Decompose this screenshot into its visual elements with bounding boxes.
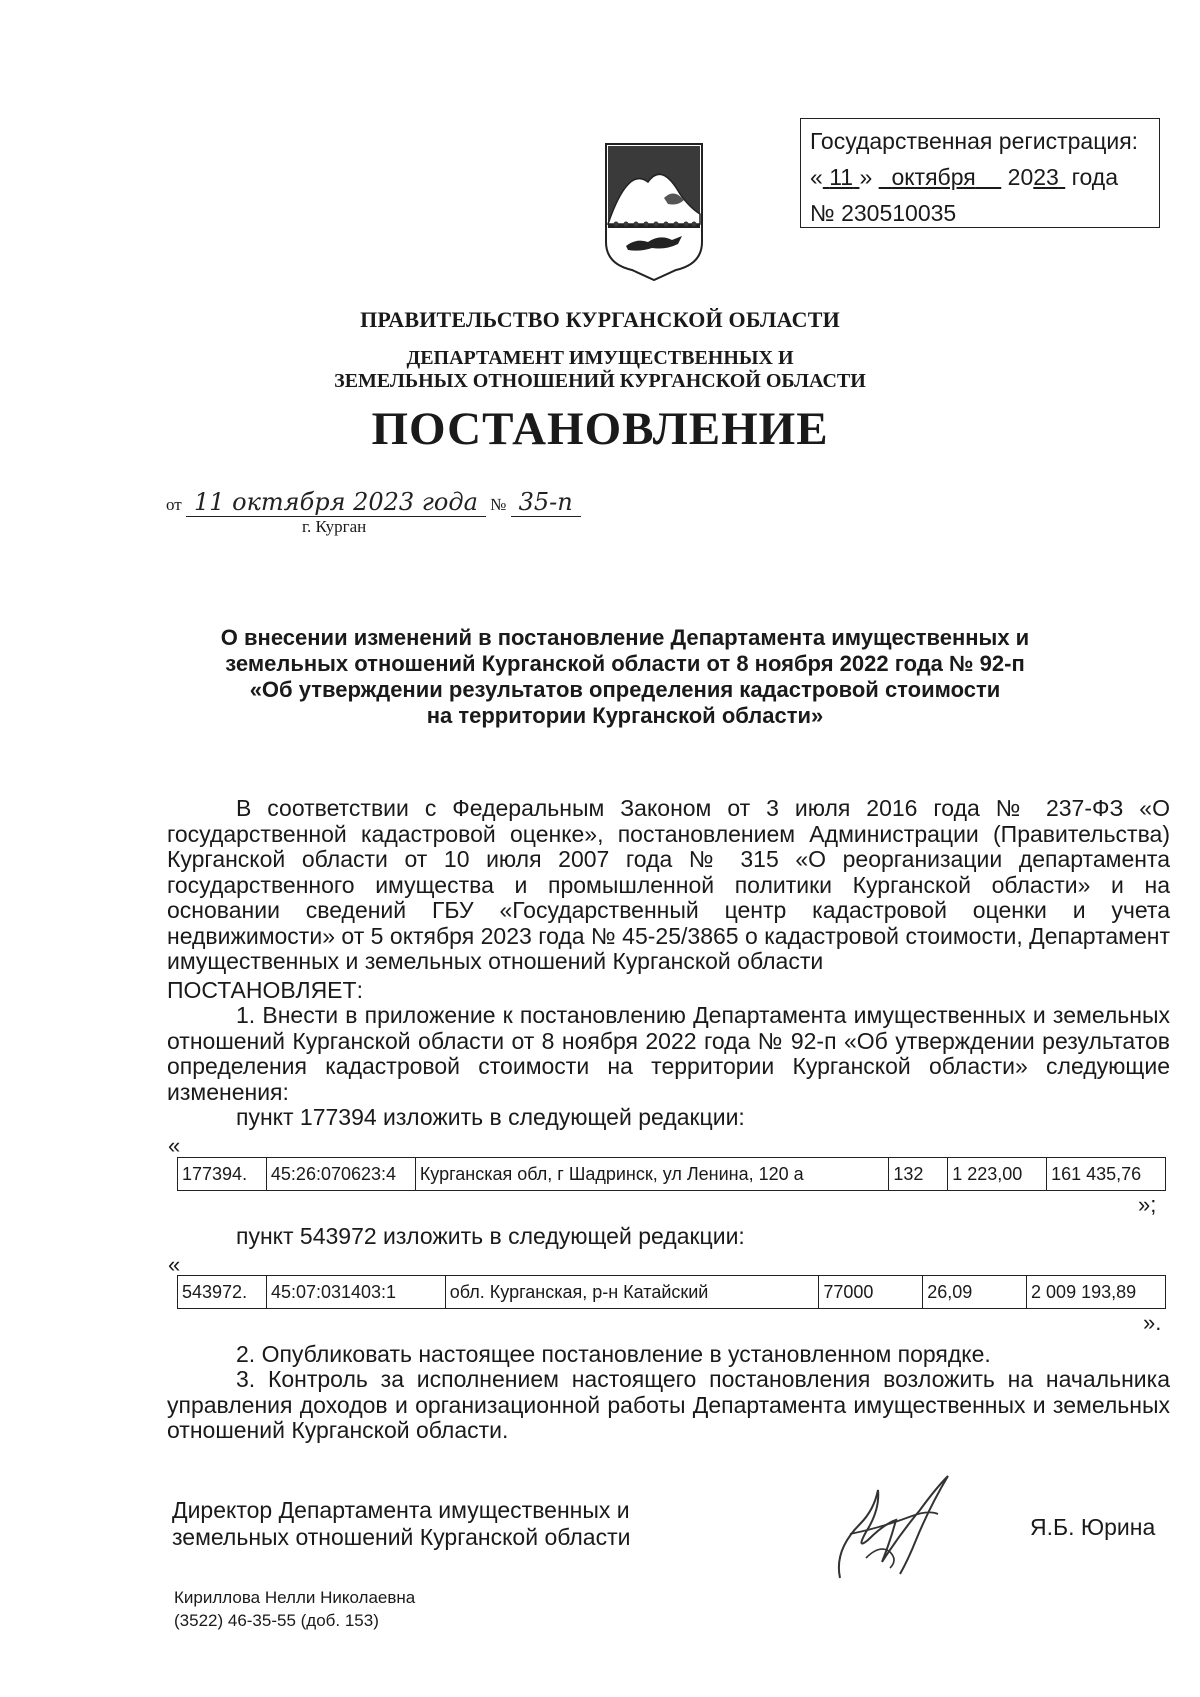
table-cell-rate: 1 223,00 (948, 1158, 1047, 1191)
replacement-table-2 (177, 1275, 1166, 1309)
number-label: № (490, 495, 507, 514)
quote-close-1: »; (1138, 1192, 1157, 1217)
registration-month-value: октября (891, 164, 976, 190)
item-2-paragraph: 2. Опубликовать настоящее постановление в установленном порядке. (236, 1341, 991, 1367)
table-cell-cadastral: 45:07:031403:1 (266, 1276, 445, 1309)
date-from-label: от (166, 495, 182, 514)
registration-day-open: « (810, 164, 823, 190)
signer-title (172, 1497, 630, 1551)
document-type-title: ПОСТАНОВЛЕНИЕ (371, 403, 829, 455)
document-subject (180, 625, 1070, 729)
point-1-intro: пункт 177394 изложить в следующей редакции: (236, 1104, 745, 1130)
item-1-paragraph: 1. Внести в приложение к постановлению Департамента имущественных и земельных отношений Курганской области от 8 ноября 2022 года № 92-п «Об утверждении результатов определения кадастровой стоимости на территории Курганской области» следующие изменения: (167, 1002, 1170, 1105)
contact-name: Кириллова Нелли Николаевна (174, 1588, 416, 1607)
table-cell-cadastral: 45:26:070623:4 (266, 1158, 415, 1191)
registration-month (879, 164, 1002, 190)
table-cell-area: 77000 (819, 1276, 923, 1309)
quote-open-2: « (168, 1252, 181, 1277)
table-cell-area: 132 (889, 1158, 948, 1191)
point-2-intro: пункт 543972 изложить в следующей редакции: (236, 1223, 745, 1249)
table-cell-number: 543972. (178, 1276, 267, 1309)
coat-of-arms-icon (604, 142, 704, 282)
table-cell-address: Курганская обл, г Шадринск, ул Ленина, 120 а (415, 1158, 889, 1191)
table-cell-value: 161 435,76 (1047, 1158, 1166, 1191)
city-label: г. Курган (302, 517, 367, 536)
subject-line1: О внесении изменений в постановление Департамента имущественных и (220, 625, 1030, 650)
registration-number: 230510035 (841, 199, 1141, 228)
replacement-table-1 (177, 1157, 1166, 1191)
table-cell-number: 177394. (178, 1158, 267, 1191)
table-cell-value: 2 009 193,89 (1027, 1276, 1166, 1309)
document-date-line (166, 488, 581, 517)
registration-day (823, 164, 860, 190)
decree-word: ПОСТАНОВЛЯЕТ: (167, 977, 363, 1003)
table-cell-rate: 26,09 (923, 1276, 1027, 1309)
quote-close-2: ». (1143, 1310, 1162, 1335)
registration-day-close: » (859, 164, 873, 190)
department-title-line1: ДЕПАРТАМЕНТ ИМУЩЕСТВЕННЫХ И (406, 347, 794, 369)
registration-year-word: года (1071, 164, 1119, 190)
item-3-paragraph: 3. Контроль за исполнением настоящего постановления возложить на начальника управления доходов и организационной работы Департамента имущественных и земельных отношений Курганской области. (167, 1366, 1170, 1443)
registration-year-suffix (1033, 164, 1065, 190)
government-title: ПРАВИТЕЛЬСТВО КУРГАНСКОЙ ОБЛАСТИ (360, 307, 840, 332)
signer-title-line2: земельных отношений Курганской области (172, 1524, 631, 1550)
signer-name: Я.Б. Юрина (1030, 1514, 1156, 1540)
registration-year-suffix-value: 23 (1033, 164, 1059, 190)
registration-number-line (810, 195, 1159, 231)
preamble-paragraph: В соответствии с Федеральным Законом от 3 июля 2016 года № 237-ФЗ «О государственной кадастровой оценке», постановлением Администрации (Правительства) Курганской области от 10 июля 2007 года № 315 «О реорганизации департамента государственного имущества и промышленной политики Курганской области» и на основании сведений ГБУ «Государственный центр кадастровой оценки и учета недвижимости» от 5 октября 2023 года № 45-25/3865 о кадастровой стоимости, Департамент имущественных и земельных отношений Курганской области (167, 795, 1170, 974)
table-row (178, 1276, 1166, 1309)
document-date: 11 октября 2023 года (186, 488, 486, 517)
department-title-line2: ЗЕМЕЛЬНЫХ ОТНОШЕНИЙ КУРГАНСКОЙ ОБЛАСТИ (334, 370, 866, 392)
document-number: 35-п (511, 488, 581, 517)
registration-year-prefix: 20 (1007, 164, 1034, 190)
subject-line4: на территории Курганской области» (426, 703, 824, 728)
registration-date (810, 159, 1159, 195)
signer-title-line1: Директор Департамента имущественных и (172, 1497, 630, 1523)
handwritten-signature-icon (820, 1470, 970, 1585)
table-cell-address: обл. Курганская, р-н Катайский (445, 1276, 819, 1309)
registration-label: Государственная регистрация: (810, 128, 1139, 154)
contact-phone: (3522) 46-35-55 (доб. 153) (174, 1611, 379, 1630)
contact-info (174, 1586, 415, 1632)
registration-number-sign: № (810, 200, 835, 226)
registration-day-value: 11 (829, 164, 854, 190)
subject-line3: «Об утверждении результатов определения кадастровой стоимости (249, 677, 1001, 702)
quote-open-1: « (168, 1133, 181, 1158)
subject-line2: земельных отношений Курганской области от 8 ноября 2022 года № 92-п (225, 651, 1025, 676)
table-row (178, 1158, 1166, 1191)
registration-stamp (800, 118, 1160, 228)
